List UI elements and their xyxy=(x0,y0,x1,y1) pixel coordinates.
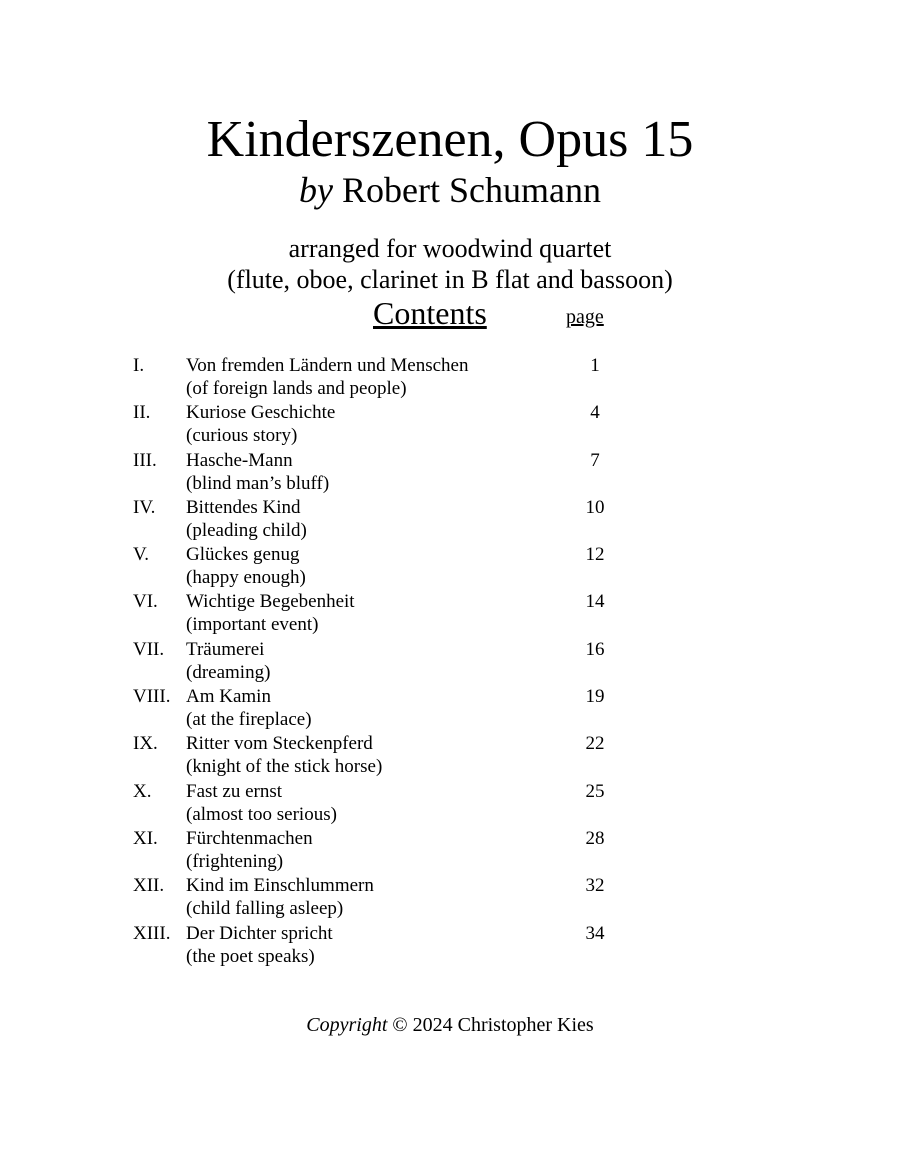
entry-title: Wichtige Begebenheit xyxy=(186,591,355,613)
entry-translation: (child falling asleep) xyxy=(186,898,344,920)
toc-entry xyxy=(0,449,900,496)
entry-page: 4 xyxy=(590,402,600,424)
entry-title: Am Kamin xyxy=(186,686,271,708)
arrangement-line-1: arranged for woodwind quartet xyxy=(288,234,612,263)
entry-translation: (at the fireplace) xyxy=(186,709,312,731)
entry-title: Von fremden Ländern und Menschen xyxy=(186,355,469,376)
entry-title: Träumerei xyxy=(186,638,265,660)
entry-page: 10 xyxy=(585,496,605,518)
entry-translation: (happy enough) xyxy=(186,567,306,589)
entry-title: Fast zu ernst xyxy=(186,780,283,802)
copyright-notice xyxy=(0,1012,900,1038)
entry-number: XI. xyxy=(133,827,158,849)
copyright-word: Copyright xyxy=(306,1014,388,1036)
entry-number: VI. xyxy=(133,591,158,613)
toc-entry xyxy=(0,922,900,969)
entry-translation: (of foreign lands and people) xyxy=(186,378,407,399)
entry-number: I. xyxy=(133,355,145,376)
entry-page: 25 xyxy=(585,780,605,802)
entry-translation: (dreaming) xyxy=(186,661,271,683)
entry-translation: (curious story) xyxy=(186,425,298,447)
toc-entry xyxy=(0,685,900,732)
byline-prefix: by xyxy=(299,170,333,210)
entry-translation: (almost too serious) xyxy=(186,803,337,825)
entry-page: 22 xyxy=(585,733,605,755)
entry-number: V. xyxy=(133,544,150,566)
table-of-contents xyxy=(0,354,900,969)
copyright-holder: © 2024 Christopher Kies xyxy=(392,1014,594,1036)
entry-number: IX. xyxy=(133,733,158,755)
entry-title: Ritter vom Steckenpferd xyxy=(186,733,373,755)
page-title: Kinderszenen, Opus 15 xyxy=(206,111,694,168)
toc-entry xyxy=(0,543,900,590)
entry-title: Bittendes Kind xyxy=(186,496,301,518)
toc-entry xyxy=(0,354,900,401)
entry-page: 16 xyxy=(585,638,605,660)
entry-title: Der Dichter spricht xyxy=(186,922,333,944)
entry-title: Glückes genug xyxy=(186,544,300,566)
entry-number: II. xyxy=(133,402,151,424)
entry-number: III. xyxy=(133,449,157,471)
entry-title: Kind im Einschlummern xyxy=(186,875,374,897)
entry-page: 1 xyxy=(590,355,600,376)
entry-page: 7 xyxy=(590,449,600,471)
entry-number: XIII. xyxy=(133,922,171,944)
entry-number: VIII. xyxy=(133,686,171,708)
entry-translation: (the poet speaks) xyxy=(186,945,315,967)
entry-title: Fürchtenmachen xyxy=(186,827,313,849)
entry-number: VII. xyxy=(133,638,165,660)
entry-translation: (important event) xyxy=(186,614,319,636)
entry-title: Hasche-Mann xyxy=(186,449,293,471)
toc-entry xyxy=(0,874,900,921)
page-column-heading: page xyxy=(566,306,604,328)
toc-entry xyxy=(0,496,900,543)
entry-title: Kuriose Geschichte xyxy=(186,402,336,424)
contents-heading: Contents xyxy=(373,295,487,331)
entry-page: 28 xyxy=(585,827,605,849)
entry-number: IV. xyxy=(133,496,156,518)
entry-translation: (frightening) xyxy=(186,850,284,872)
toc-entry xyxy=(0,827,900,874)
composer-name: Robert Schumann xyxy=(342,170,601,210)
entry-page: 19 xyxy=(585,686,605,708)
entry-translation: (pleading child) xyxy=(186,519,307,541)
toc-entry xyxy=(0,590,900,637)
entry-page: 34 xyxy=(585,922,605,944)
toc-entry xyxy=(0,732,900,779)
composer-byline xyxy=(0,166,900,214)
entry-page: 32 xyxy=(585,875,605,897)
entry-page: 14 xyxy=(585,591,605,613)
entry-page: 12 xyxy=(585,544,605,566)
toc-entry xyxy=(0,780,900,827)
entry-translation: (blind man’s bluff) xyxy=(186,472,330,494)
entry-number: X. xyxy=(133,780,152,802)
toc-entry xyxy=(0,638,900,685)
entry-translation: (knight of the stick horse) xyxy=(186,756,383,778)
entry-number: XII. xyxy=(133,875,165,897)
toc-entry xyxy=(0,401,900,448)
arrangement-line-2: (flute, oboe, clarinet in B flat and bassoon) xyxy=(227,265,673,294)
